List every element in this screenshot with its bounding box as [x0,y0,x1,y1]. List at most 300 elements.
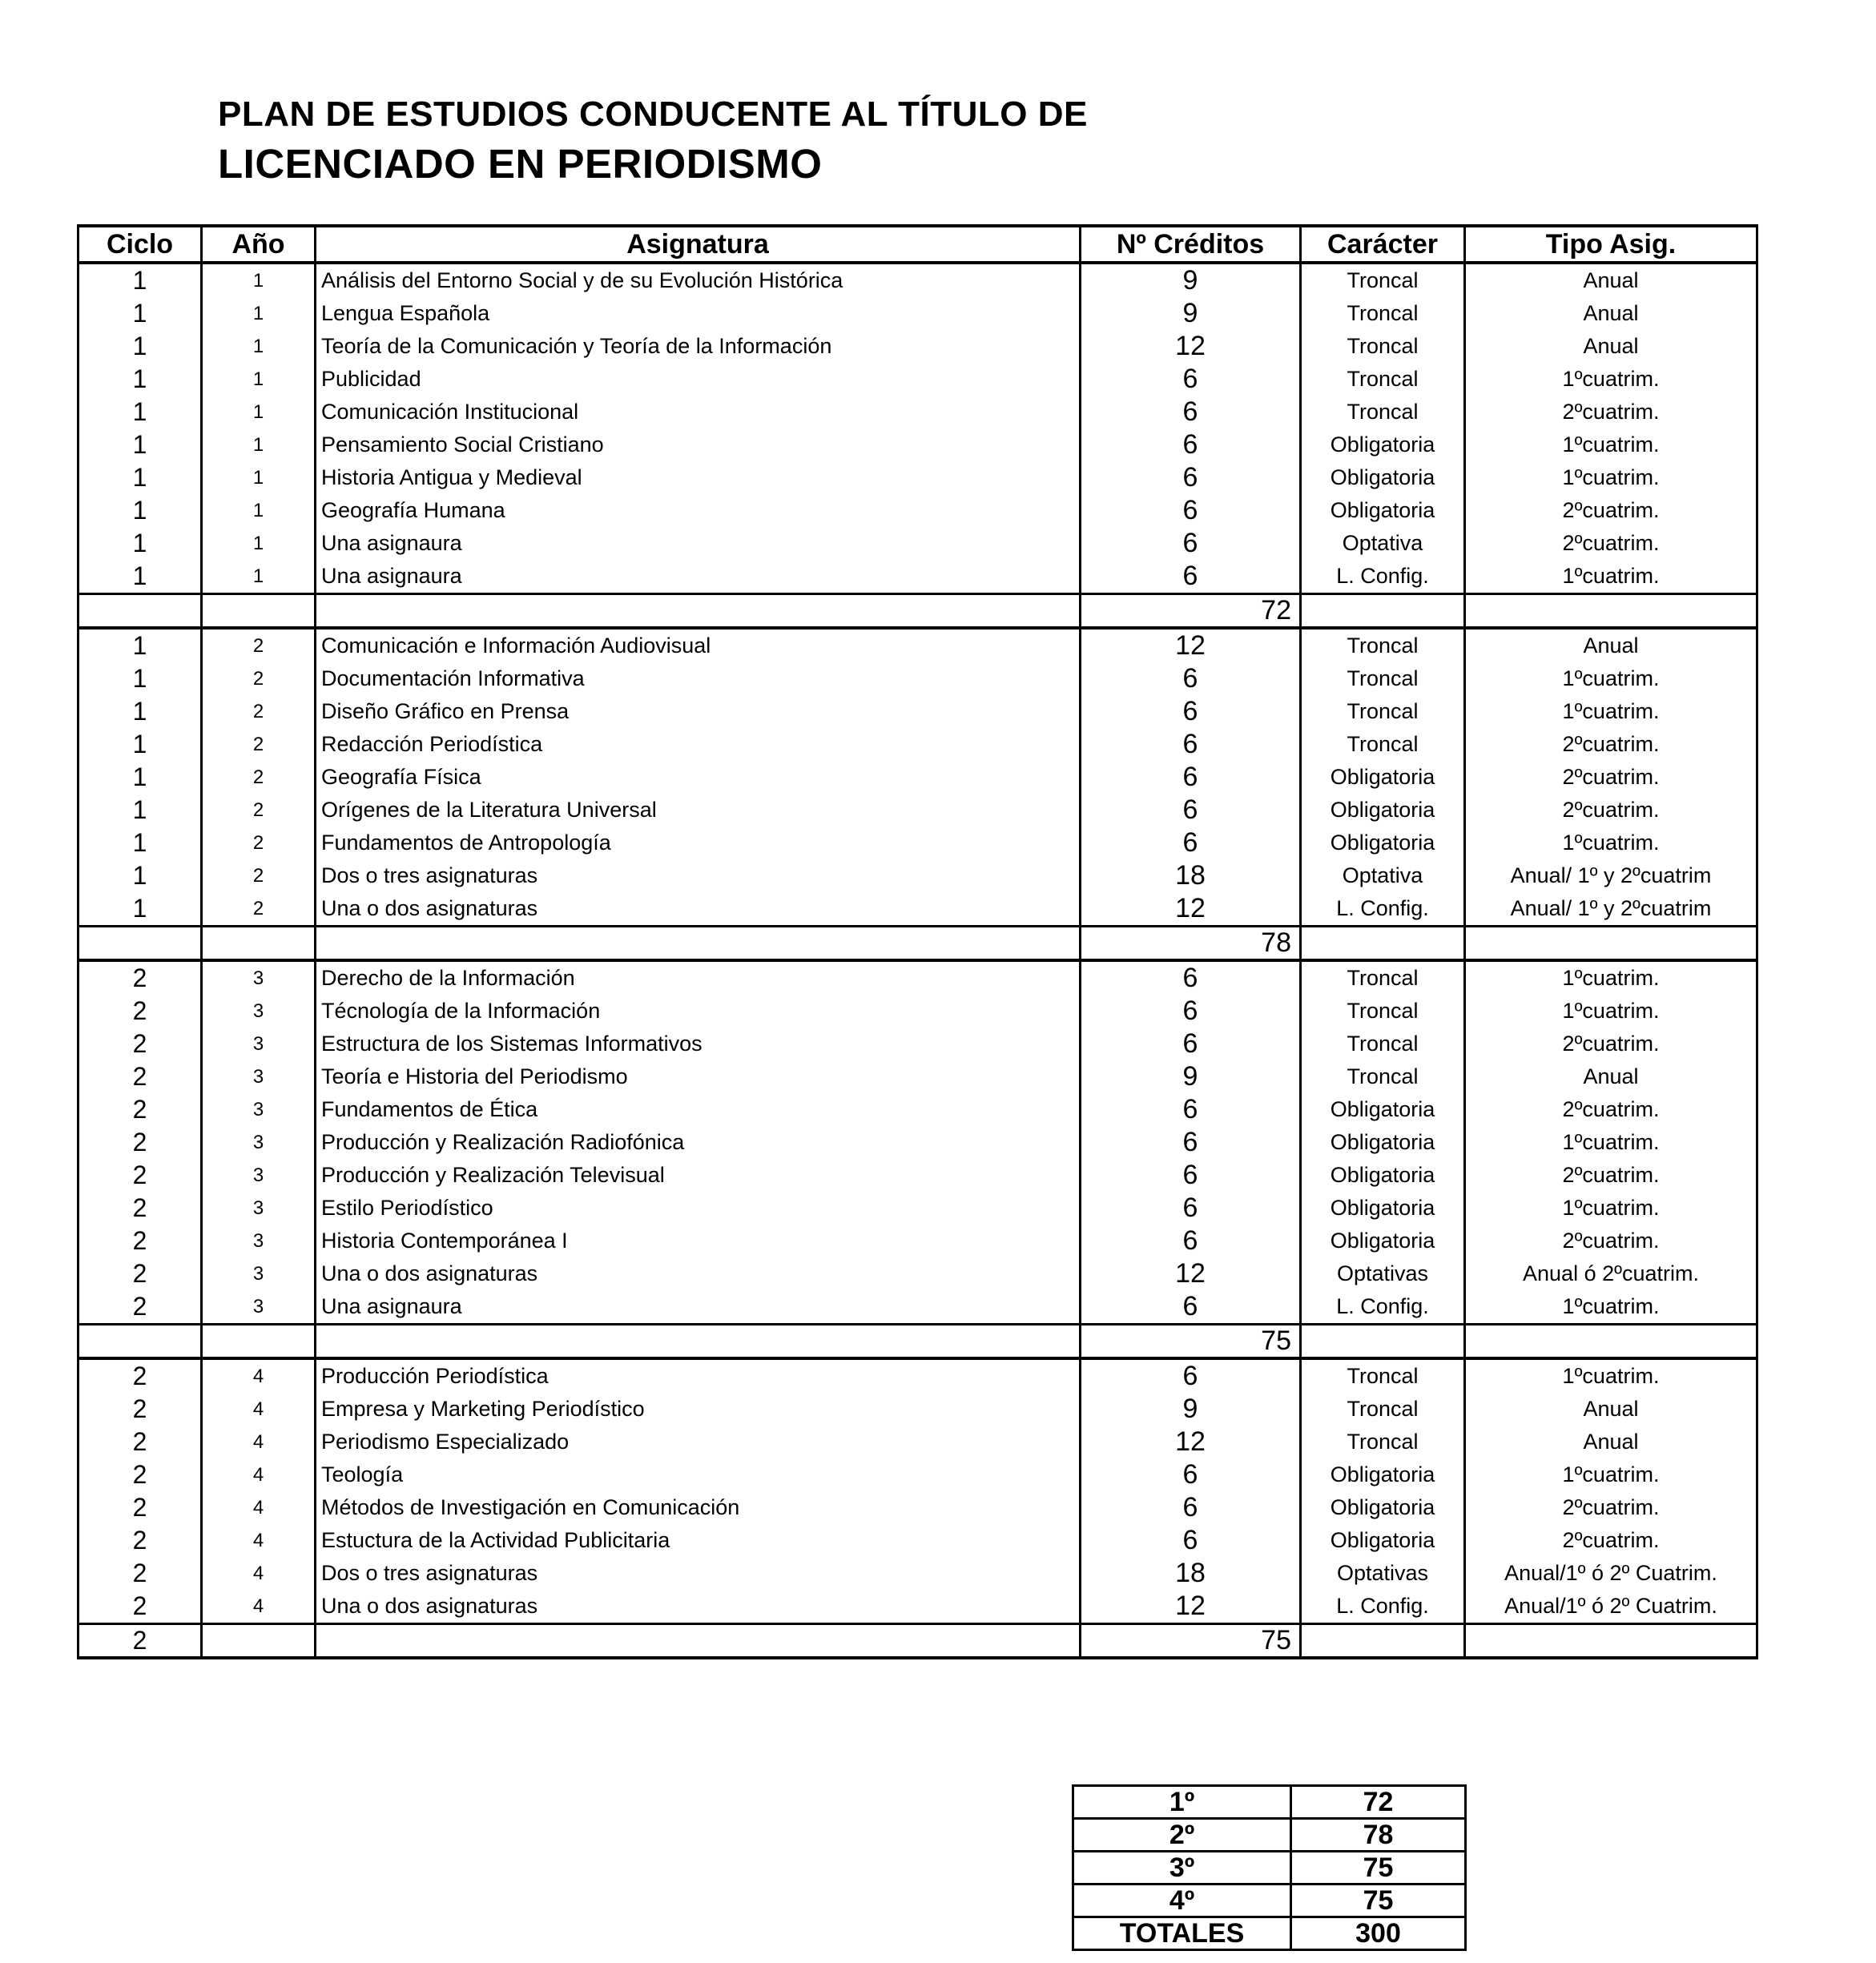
asignatura-cell: Métodos de Investigación en Comunicación [316,1491,1081,1524]
tipo-cell: 1ºcuatrim. [1465,1290,1757,1325]
totals-value: 300 [1291,1917,1466,1950]
table-row [79,527,1757,560]
tipo-cell: 1ºcuatrim. [1465,827,1757,859]
ciclo-cell: 1 [79,794,202,827]
totals-label: 2º [1073,1819,1291,1852]
ciclo-cell: 2 [79,1590,202,1624]
table-row [79,396,1757,428]
ciclo-cell: 1 [79,494,202,527]
ciclo-cell: 1 [79,330,202,363]
creditos-cell: 6 [1081,1524,1301,1557]
table-row [79,960,1757,995]
ano-cell: 4 [202,1393,316,1426]
subtotal-credits: 72 [1081,594,1301,629]
totals-label: 1º [1073,1786,1291,1819]
ciclo-cell: 2 [79,1426,202,1458]
ano-cell: 4 [202,1590,316,1624]
table-row [79,995,1757,1028]
creditos-cell: 6 [1081,960,1301,995]
tipo-cell: Anual/1º ó 2º Cuatrim. [1465,1557,1757,1590]
tipo-cell: 1ºcuatrim. [1465,363,1757,396]
ciclo-cell: 2 [79,1393,202,1426]
table-row [79,892,1757,927]
subtotal-row [79,1325,1757,1359]
ano-cell: 1 [202,461,316,494]
creditos-cell: 6 [1081,1093,1301,1126]
caracter-cell: Obligatoria [1301,827,1465,859]
table-row [79,1093,1757,1126]
ano-cell: 2 [202,728,316,761]
ano-cell: 1 [202,428,316,461]
tipo-cell: Anual [1465,263,1757,297]
tipo-cell: Anual [1465,1060,1757,1093]
tipo-cell: 2ºcuatrim. [1465,1093,1757,1126]
table-row [79,1557,1757,1590]
empty-cell [316,927,1081,961]
asignatura-cell: Una o dos asignaturas [316,892,1081,927]
totals-value: 75 [1291,1852,1466,1885]
tipo-cell: Anual [1465,330,1757,363]
tipo-cell: 1ºcuatrim. [1465,560,1757,594]
ano-cell: 3 [202,960,316,995]
caracter-cell: Obligatoria [1301,1159,1465,1192]
ano-cell: 2 [202,761,316,794]
table-row [79,794,1757,827]
caracter-cell: L. Config. [1301,1590,1465,1624]
ano-cell: 2 [202,695,316,728]
asignatura-cell: Pensamiento Social Cristiano [316,428,1081,461]
creditos-cell: 6 [1081,827,1301,859]
ciclo-cell: 1 [79,560,202,594]
ano-cell: 3 [202,1093,316,1126]
tipo-cell: 2ºcuatrim. [1465,1524,1757,1557]
table-row [79,297,1757,330]
ano-cell: 3 [202,1192,316,1225]
empty-cell [202,1325,316,1359]
ano-cell: 1 [202,527,316,560]
tipo-cell: 2ºcuatrim. [1465,794,1757,827]
ano-cell: 4 [202,1358,316,1393]
ano-cell: 2 [202,662,316,695]
caracter-cell: Troncal [1301,1358,1465,1393]
tipo-cell: 1ºcuatrim. [1465,428,1757,461]
ciclo-cell: 2 [79,1257,202,1290]
table-row [79,1590,1757,1624]
header-caracter: Carácter [1301,226,1465,263]
ciclo-cell: 2 [79,1458,202,1491]
asignatura-cell: Diseño Gráfico en Prensa [316,695,1081,728]
totals-table [1072,1784,1467,1951]
ano-cell: 3 [202,995,316,1028]
tipo-cell: 1ºcuatrim. [1465,662,1757,695]
ciclo-cell: 1 [79,761,202,794]
caracter-cell: Troncal [1301,960,1465,995]
creditos-cell: 9 [1081,297,1301,330]
ciclo-cell: 2 [79,1225,202,1257]
tipo-cell: 1ºcuatrim. [1465,1126,1757,1159]
subtotal-ciclo-cell [79,1325,202,1359]
table-row [79,560,1757,594]
tipo-cell: Anual [1465,1393,1757,1426]
table-row [79,859,1757,892]
tipo-cell: Anual/1º ó 2º Cuatrim. [1465,1590,1757,1624]
caracter-cell: Optativa [1301,527,1465,560]
empty-cell [1301,1325,1465,1359]
empty-cell [316,594,1081,629]
asignatura-cell: Empresa y Marketing Periodístico [316,1393,1081,1426]
creditos-cell: 9 [1081,1060,1301,1093]
caracter-cell: Obligatoria [1301,1491,1465,1524]
ciclo-cell: 1 [79,461,202,494]
ciclo-cell: 2 [79,1524,202,1557]
caracter-cell: Troncal [1301,1426,1465,1458]
subtotal-ciclo-cell: 2 [79,1624,202,1659]
asignatura-cell: Producción y Realización Televisual [316,1159,1081,1192]
ano-cell: 1 [202,297,316,330]
caracter-cell: Obligatoria [1301,461,1465,494]
ciclo-cell: 1 [79,396,202,428]
ciclo-cell: 2 [79,1159,202,1192]
asignatura-cell: Producción Periodística [316,1358,1081,1393]
caracter-cell: Troncal [1301,330,1465,363]
table-row [79,1290,1757,1325]
empty-cell [202,1624,316,1659]
tipo-cell: 2ºcuatrim. [1465,761,1757,794]
ano-cell: 3 [202,1159,316,1192]
header-ano: Año [202,226,316,263]
ciclo-cell: 1 [79,263,202,297]
creditos-cell: 12 [1081,1590,1301,1624]
ano-cell: 2 [202,827,316,859]
asignatura-cell: Fundamentos de Antropología [316,827,1081,859]
creditos-cell: 12 [1081,1257,1301,1290]
ano-cell: 1 [202,494,316,527]
ano-cell: 1 [202,396,316,428]
creditos-cell: 18 [1081,859,1301,892]
asignatura-cell: Publicidad [316,363,1081,396]
creditos-cell: 12 [1081,892,1301,927]
caracter-cell: Troncal [1301,263,1465,297]
asignatura-cell: Fundamentos de Ética [316,1093,1081,1126]
ciclo-cell: 2 [79,960,202,995]
asignatura-cell: Derecho de la Información [316,960,1081,995]
caracter-cell: Troncal [1301,728,1465,761]
asignatura-cell: Geografía Humana [316,494,1081,527]
totals-value: 72 [1291,1786,1466,1819]
totals-label: 3º [1073,1852,1291,1885]
totals-row [1073,1786,1466,1819]
header-creditos: Nº Créditos [1081,226,1301,263]
tipo-cell: 2ºcuatrim. [1465,1225,1757,1257]
totals-value: 75 [1291,1885,1466,1917]
creditos-cell: 9 [1081,263,1301,297]
creditos-cell: 6 [1081,494,1301,527]
table-row [79,662,1757,695]
creditos-cell: 12 [1081,1426,1301,1458]
table-row [79,1426,1757,1458]
ciclo-cell: 1 [79,695,202,728]
ano-cell: 4 [202,1458,316,1491]
caracter-cell: Troncal [1301,363,1465,396]
table-row [79,728,1757,761]
table-row [79,1257,1757,1290]
empty-cell [1301,594,1465,629]
caracter-cell: Troncal [1301,297,1465,330]
tipo-cell: Anual [1465,297,1757,330]
subtotal-ciclo-cell [79,927,202,961]
subtotal-row [79,927,1757,961]
ciclo-cell: 1 [79,827,202,859]
ano-cell: 4 [202,1557,316,1590]
table-row [79,1028,1757,1060]
tipo-cell: Anual/ 1º y 2ºcuatrim [1465,892,1757,927]
creditos-cell: 6 [1081,1126,1301,1159]
ano-cell: 1 [202,330,316,363]
creditos-cell: 9 [1081,1393,1301,1426]
tipo-cell: Anual/ 1º y 2ºcuatrim [1465,859,1757,892]
table-row [79,1126,1757,1159]
table-row [79,461,1757,494]
caracter-cell: Troncal [1301,695,1465,728]
subtotal-row [79,594,1757,629]
asignatura-cell: Historia Antigua y Medieval [316,461,1081,494]
empty-cell [202,927,316,961]
ciclo-cell: 2 [79,1028,202,1060]
asignatura-cell: Estuctura de la Actividad Publicitaria [316,1524,1081,1557]
asignatura-cell: Técnología de la Información [316,995,1081,1028]
caracter-cell: Troncal [1301,662,1465,695]
table-row [79,263,1757,297]
ano-cell: 2 [202,892,316,927]
empty-cell [1465,927,1757,961]
caracter-cell: Obligatoria [1301,761,1465,794]
asignatura-cell: Teoría de la Comunicación y Teoría de la Información [316,330,1081,363]
table-row [79,1225,1757,1257]
ciclo-cell: 2 [79,1093,202,1126]
ciclo-cell: 1 [79,428,202,461]
table-row [79,1458,1757,1491]
caracter-cell: Optativas [1301,1257,1465,1290]
caracter-cell: Obligatoria [1301,494,1465,527]
totals-label: 4º [1073,1885,1291,1917]
asignatura-cell: Una asignaura [316,1290,1081,1325]
empty-cell [1301,927,1465,961]
caracter-cell: Obligatoria [1301,1192,1465,1225]
asignatura-cell: Redacción Periodística [316,728,1081,761]
ano-cell: 2 [202,794,316,827]
title-line-1: PLAN DE ESTUDIOS CONDUCENTE AL TÍTULO DE [218,95,1088,134]
ano-cell: 3 [202,1126,316,1159]
asignatura-cell: Historia Contemporánea I [316,1225,1081,1257]
ciclo-cell: 1 [79,728,202,761]
asignatura-cell: Dos o tres asignaturas [316,859,1081,892]
subtotal-credits: 78 [1081,927,1301,961]
tipo-cell: 2ºcuatrim. [1465,1159,1757,1192]
table-row [79,1192,1757,1225]
ano-cell: 3 [202,1028,316,1060]
creditos-cell: 6 [1081,363,1301,396]
empty-cell [202,594,316,629]
ciclo-cell: 2 [79,1358,202,1393]
creditos-cell: 18 [1081,1557,1301,1590]
caracter-cell: L. Config. [1301,892,1465,927]
ciclo-cell: 1 [79,892,202,927]
creditos-cell: 6 [1081,761,1301,794]
asignatura-cell: Teología [316,1458,1081,1491]
table-row [79,494,1757,527]
tipo-cell: 2ºcuatrim. [1465,1028,1757,1060]
empty-cell [316,1325,1081,1359]
ciclo-cell: 1 [79,363,202,396]
creditos-cell: 6 [1081,728,1301,761]
ano-cell: 4 [202,1426,316,1458]
creditos-cell: 6 [1081,1225,1301,1257]
ciclo-cell: 1 [79,662,202,695]
creditos-cell: 12 [1081,628,1301,662]
subtotal-ciclo-cell [79,594,202,629]
table-row [79,1358,1757,1393]
table-row [79,1159,1757,1192]
caracter-cell: Troncal [1301,1393,1465,1426]
tipo-cell: 1ºcuatrim. [1465,995,1757,1028]
asignatura-cell: Una asignaura [316,560,1081,594]
ciclo-cell: 2 [79,1557,202,1590]
caracter-cell: Troncal [1301,995,1465,1028]
asignatura-cell: Geografía Física [316,761,1081,794]
table-row [79,695,1757,728]
caracter-cell: L. Config. [1301,1290,1465,1325]
subtotal-row [79,1624,1757,1659]
empty-cell [316,1624,1081,1659]
table-row [79,628,1757,662]
table-row [79,761,1757,794]
tipo-cell: 2ºcuatrim. [1465,396,1757,428]
ano-cell: 1 [202,363,316,396]
empty-cell [1465,1325,1757,1359]
tipo-cell: 1ºcuatrim. [1465,461,1757,494]
table-row [79,827,1757,859]
asignatura-cell: Periodismo Especializado [316,1426,1081,1458]
ano-cell: 3 [202,1290,316,1325]
tipo-cell: 2ºcuatrim. [1465,728,1757,761]
ano-cell: 2 [202,628,316,662]
ciclo-cell: 2 [79,995,202,1028]
asignatura-cell: Una asignaura [316,527,1081,560]
ano-cell: 4 [202,1524,316,1557]
ano-cell: 1 [202,263,316,297]
creditos-cell: 6 [1081,1159,1301,1192]
asignatura-cell: Una o dos asignaturas [316,1590,1081,1624]
caracter-cell: Troncal [1301,396,1465,428]
ano-cell: 3 [202,1225,316,1257]
creditos-cell: 6 [1081,428,1301,461]
asignatura-cell: Producción y Realización Radiofónica [316,1126,1081,1159]
asignatura-cell: Estilo Periodístico [316,1192,1081,1225]
ciclo-cell: 2 [79,1060,202,1093]
asignatura-cell: Dos o tres asignaturas [316,1557,1081,1590]
header-tipo: Tipo Asig. [1465,226,1757,263]
header-row [79,226,1757,263]
creditos-cell: 6 [1081,1028,1301,1060]
creditos-cell: 6 [1081,396,1301,428]
header-asignatura: Asignatura [316,226,1081,263]
title-line-2: LICENCIADO EN PERIODISMO [218,141,823,187]
ciclo-cell: 1 [79,297,202,330]
ciclo-cell: 2 [79,1192,202,1225]
caracter-cell: Obligatoria [1301,1126,1465,1159]
tipo-cell: 1ºcuatrim. [1465,695,1757,728]
totals-row [1073,1885,1466,1917]
caracter-cell: Optativa [1301,859,1465,892]
subtotal-credits: 75 [1081,1624,1301,1659]
asignatura-cell: Estructura de los Sistemas Informativos [316,1028,1081,1060]
tipo-cell: 1ºcuatrim. [1465,960,1757,995]
creditos-cell: 6 [1081,662,1301,695]
ciclo-cell: 2 [79,1126,202,1159]
caracter-cell: Obligatoria [1301,1093,1465,1126]
caracter-cell: Optativas [1301,1557,1465,1590]
ciclo-cell: 2 [79,1290,202,1325]
creditos-cell: 6 [1081,695,1301,728]
creditos-cell: 6 [1081,1458,1301,1491]
empty-cell [1301,1624,1465,1659]
table-row [79,1524,1757,1557]
tipo-cell: 1ºcuatrim. [1465,1192,1757,1225]
creditos-cell: 6 [1081,794,1301,827]
creditos-cell: 6 [1081,1192,1301,1225]
caracter-cell: Troncal [1301,1028,1465,1060]
table-row [79,1491,1757,1524]
table-row [79,1060,1757,1093]
caracter-cell: Troncal [1301,1060,1465,1093]
tipo-cell: Anual ó 2ºcuatrim. [1465,1257,1757,1290]
caracter-cell: Obligatoria [1301,1524,1465,1557]
table-row [79,1393,1757,1426]
ano-cell: 2 [202,859,316,892]
table-row [79,428,1757,461]
tipo-cell: 2ºcuatrim. [1465,527,1757,560]
totals-value: 78 [1291,1819,1466,1852]
ano-cell: 3 [202,1257,316,1290]
ciclo-cell: 1 [79,859,202,892]
tipo-cell: 2ºcuatrim. [1465,1491,1757,1524]
totals-row [1073,1819,1466,1852]
asignatura-cell: Lengua Española [316,297,1081,330]
caracter-cell: Obligatoria [1301,1225,1465,1257]
asignatura-cell: Una o dos asignaturas [316,1257,1081,1290]
creditos-cell: 6 [1081,560,1301,594]
tipo-cell: 1ºcuatrim. [1465,1458,1757,1491]
header-ciclo: Ciclo [79,226,202,263]
empty-cell [1465,594,1757,629]
totals-row [1073,1917,1466,1950]
table-row [79,330,1757,363]
ano-cell: 4 [202,1491,316,1524]
creditos-cell: 12 [1081,330,1301,363]
creditos-cell: 6 [1081,1290,1301,1325]
table-row [79,363,1757,396]
asignatura-cell: Comunicación Institucional [316,396,1081,428]
creditos-cell: 6 [1081,1358,1301,1393]
caracter-cell: Obligatoria [1301,794,1465,827]
totals-row [1073,1852,1466,1885]
tipo-cell: Anual [1465,1426,1757,1458]
asignatura-cell: Análisis del Entorno Social y de su Evolución Histórica [316,263,1081,297]
creditos-cell: 6 [1081,1491,1301,1524]
ciclo-cell: 2 [79,1491,202,1524]
caracter-cell: Obligatoria [1301,1458,1465,1491]
ano-cell: 1 [202,560,316,594]
